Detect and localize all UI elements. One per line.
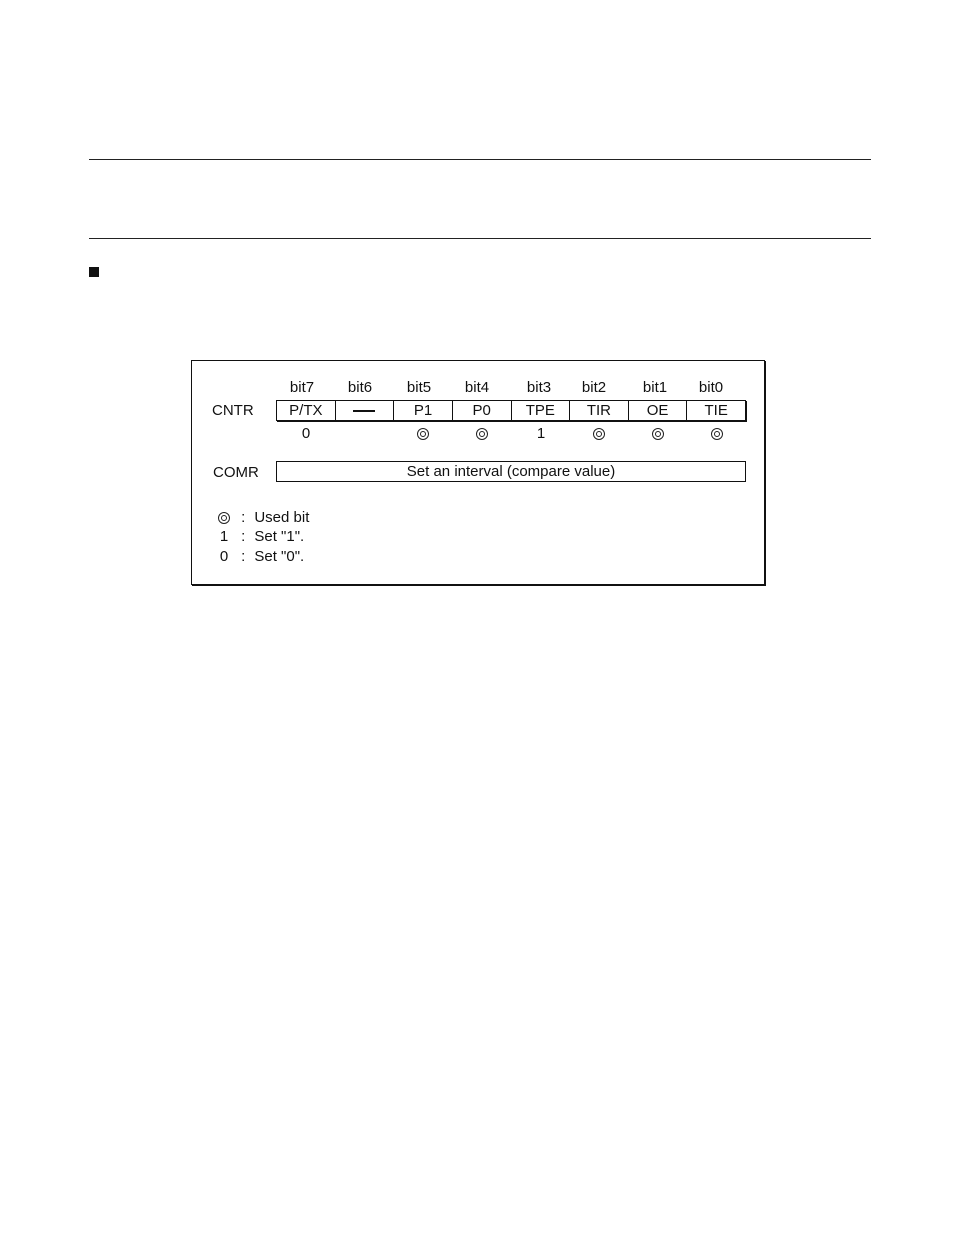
legend-one: 1 : Set "1". xyxy=(216,528,304,546)
bit-number: bit7 xyxy=(289,379,315,396)
register-diagram xyxy=(191,360,765,585)
bit2-used-icon xyxy=(570,425,628,443)
register-cell-bit1: OE xyxy=(629,401,688,420)
bit-number: bit3 xyxy=(526,379,552,396)
bit4-used-icon xyxy=(453,425,511,443)
legend-symbol: 1 xyxy=(219,528,229,545)
legend-used: : Used bit xyxy=(216,509,309,527)
bit7-value: 0 xyxy=(301,425,311,442)
used-bit-icon xyxy=(216,509,232,527)
legend-symbol: 0 xyxy=(219,548,229,565)
bit3-value: 1 xyxy=(536,425,546,442)
bit0-used-icon xyxy=(688,425,746,443)
bit1-used-icon xyxy=(629,425,687,443)
register-cell-bit0: TIE xyxy=(704,402,728,419)
reserved-dash xyxy=(353,410,375,412)
cntr-register xyxy=(276,400,746,421)
legend-text: Used bit xyxy=(254,509,310,526)
bit-number: bit4 xyxy=(464,379,490,396)
square-bullet-icon xyxy=(89,267,99,277)
top-rule xyxy=(89,159,871,160)
bit-number: bit6 xyxy=(347,379,373,396)
bit-number: bit2 xyxy=(581,379,607,396)
register-cell-bit4: P0 xyxy=(453,401,512,420)
register-cell-bit5: P1 xyxy=(394,401,453,420)
bit-number: bit1 xyxy=(642,379,668,396)
register-cell-bit6 xyxy=(336,401,395,420)
section-rule xyxy=(89,238,871,239)
bit-number: bit5 xyxy=(406,379,432,396)
cntr-label: CNTR xyxy=(212,402,254,419)
legend-zero: 0 : Set "0". xyxy=(216,548,304,566)
comr-register: Set an interval (compare value) xyxy=(276,461,746,482)
legend-text: Set "0". xyxy=(254,548,305,565)
bit-number: bit0 xyxy=(698,379,724,396)
comr-label: COMR xyxy=(213,464,259,481)
register-cell-bit2: TIR xyxy=(570,401,629,420)
bit5-used-icon xyxy=(394,425,452,443)
register-cell-bit3: TPE xyxy=(512,401,571,420)
register-cell-bit7: P/TX xyxy=(277,401,336,420)
legend-text: Set "1". xyxy=(254,528,305,545)
